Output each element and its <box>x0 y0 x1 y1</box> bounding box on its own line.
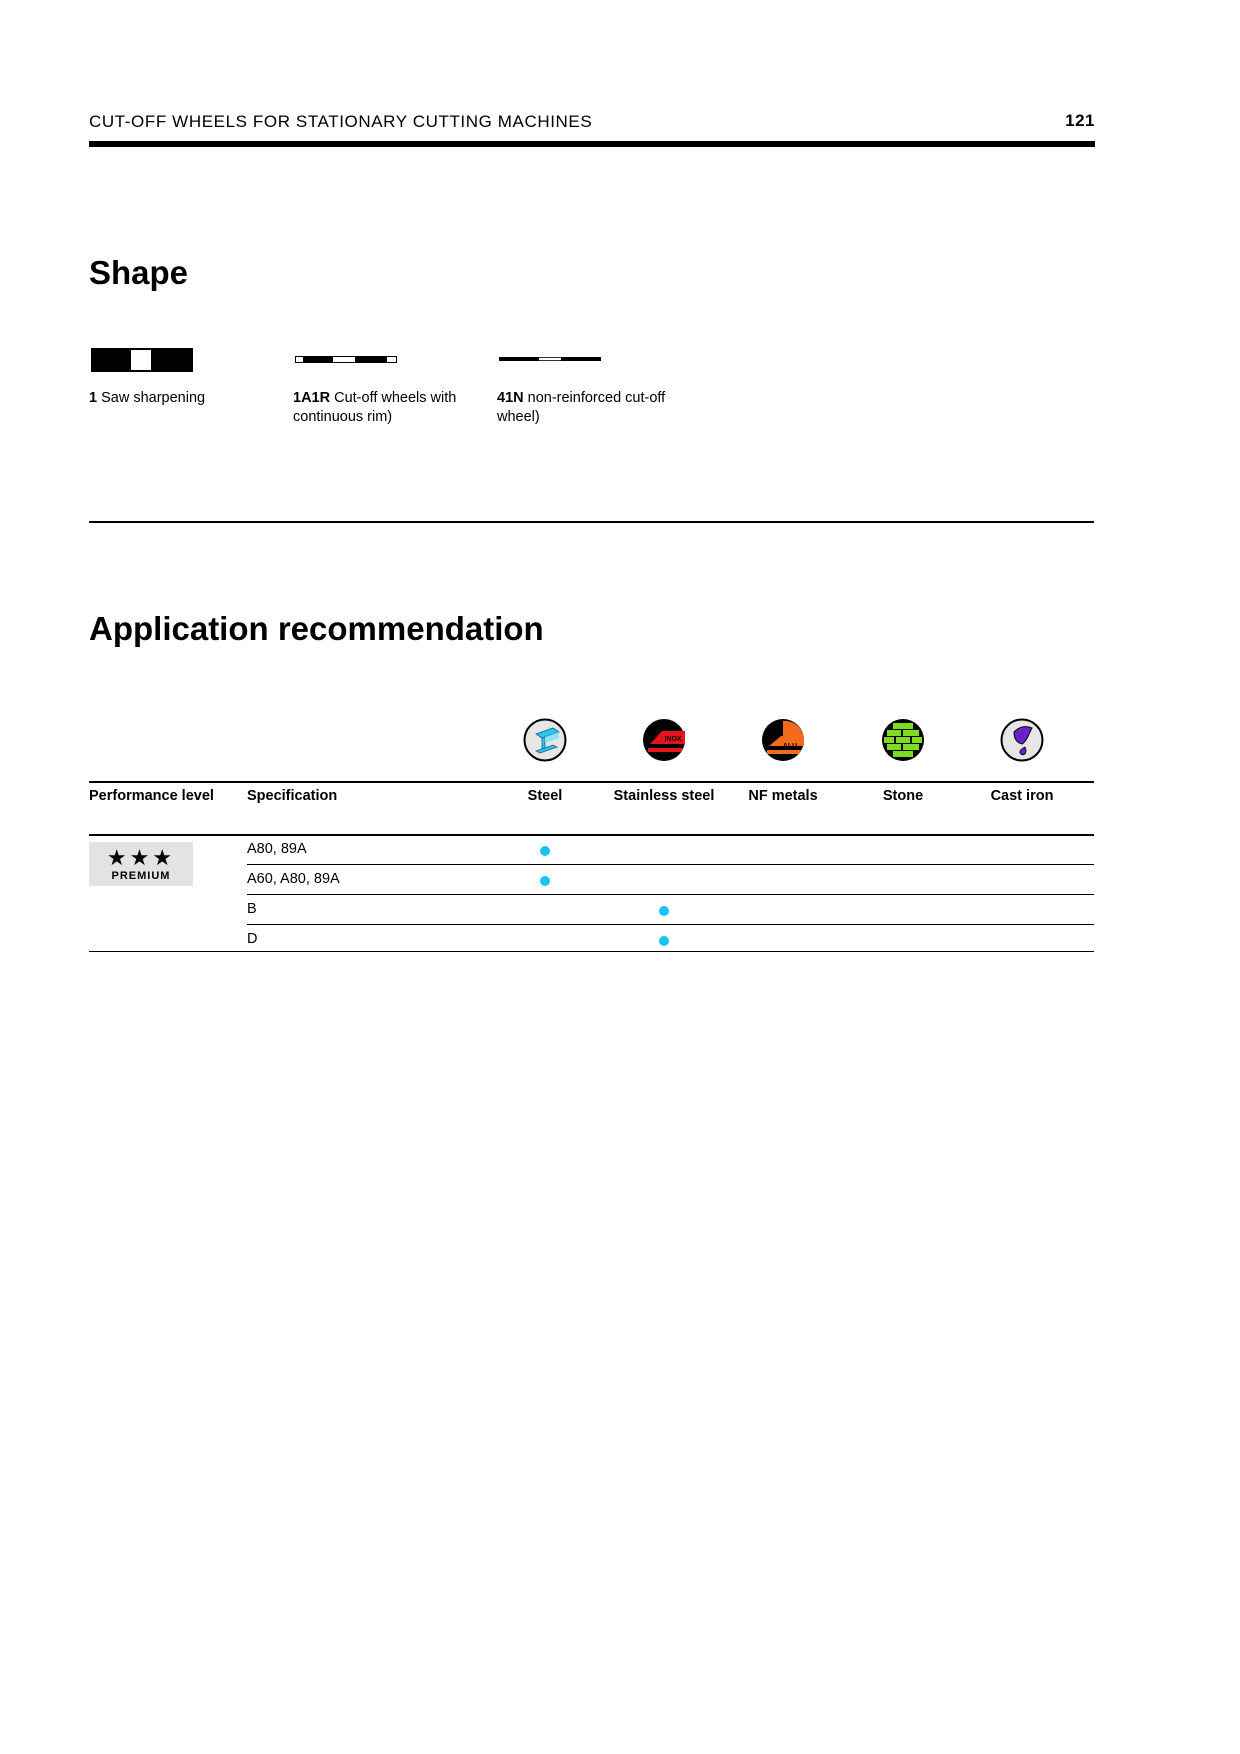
stainless-steel-icon <box>642 718 686 762</box>
shape-section-title: Shape <box>89 254 189 291</box>
recommendation-dot-steel <box>540 846 550 856</box>
shape-item-1 <box>89 345 279 408</box>
shape-code: 41N <box>497 390 524 406</box>
header-rule <box>89 141 1095 147</box>
table-row <box>247 865 1094 895</box>
steel-icon <box>523 718 567 762</box>
running-title: CUT-OFF WHEELS FOR STATIONARY CUTTING MACHINES <box>89 112 593 131</box>
column-header-stone: Stone <box>882 788 924 804</box>
shape-item-41n <box>497 345 687 427</box>
stone-icon <box>881 718 925 762</box>
table-row <box>247 835 1094 865</box>
section-divider <box>89 521 1094 523</box>
shape-code: 1A1R <box>293 390 331 406</box>
table-top-rule <box>89 781 1094 783</box>
svg-text:INOX: INOX <box>664 736 682 743</box>
cast-iron-icon <box>1000 718 1044 762</box>
application-section-title: Application recommendation <box>89 610 544 647</box>
shape-description: Cut-off wheels with continuous rim) <box>293 390 457 425</box>
table-row <box>247 925 1094 954</box>
column-header-performance-level: Performance level <box>89 788 214 804</box>
nf-metals-icon <box>761 718 805 762</box>
specification-cell: B <box>247 901 257 917</box>
recommendation-dot-stainless-steel <box>659 906 669 916</box>
shape-code: 1 <box>89 390 98 406</box>
shape-description: Saw sharpening <box>101 390 206 406</box>
shape-1-saw-sharpening-icon <box>89 345 279 379</box>
svg-text:ALU: ALU <box>782 743 798 750</box>
premium-performance-badge <box>89 842 193 886</box>
specification-cell: A60, A80, 89A <box>247 871 340 887</box>
specification-cell: D <box>247 931 258 947</box>
column-header-steel: Steel <box>527 788 563 804</box>
shape-item-1a1r <box>293 345 483 427</box>
shape-41n-non-reinforced-icon <box>497 345 687 379</box>
column-header-specification: Specification <box>247 788 338 804</box>
three-star-icon: ★★★ <box>106 845 176 870</box>
shape-description: non-reinforced cut-off wheel) <box>497 390 666 425</box>
premium-label: PREMIUM <box>111 870 171 882</box>
column-header-cast-iron: Cast iron <box>990 788 1054 804</box>
page-number: 121 <box>1065 111 1095 130</box>
table-row <box>247 895 1094 925</box>
shape-1a1r-continuous-rim-icon <box>293 345 483 379</box>
table-bottom-rule <box>89 951 1094 952</box>
column-header-nf-metals: NF metals <box>748 788 818 804</box>
recommendation-dot-steel <box>540 876 550 886</box>
specification-cell: A80, 89A <box>247 841 307 857</box>
recommendation-dot-stainless-steel <box>659 936 669 946</box>
column-header-stainless-steel: Stainless steel <box>613 788 715 804</box>
